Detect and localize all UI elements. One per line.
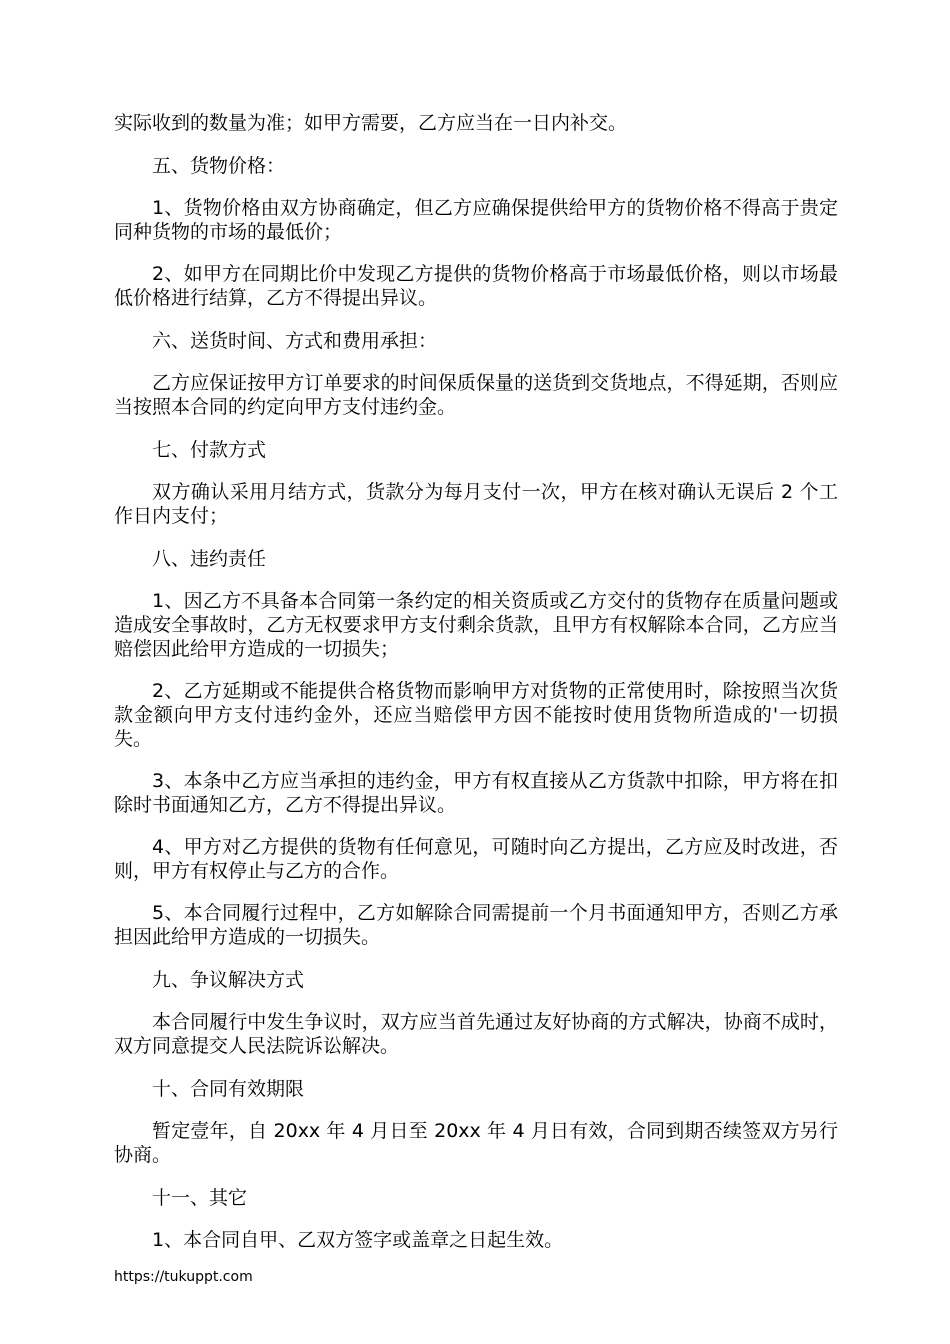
paragraph-other-1: 1、本合同自甲、乙双方签字或盖章之日起生效。 — [152, 1229, 564, 1251]
paragraph-liability-5: 5、本合同履行过程中，乙方如解除合同需提前一个月书面通知甲方，否则乙方承担因此给甲方造成的一切损失。 — [114, 902, 838, 948]
paragraph-continuation: 实际收到的数量为准；如甲方需要，乙方应当在一日内补交。 — [114, 112, 628, 134]
paragraph-payment: 双方确认采用月结方式，货款分为每月支付一次，甲方在核对确认无误后 2 个工作日内支付； — [114, 481, 838, 527]
paragraph-liability-4: 4、甲方对乙方提供的货物有任何意见，可随时向乙方提出，乙方应及时改进，否则，甲方有权停止与乙方的合作。 — [114, 836, 838, 882]
paragraph-liability-3: 3、本条中乙方应当承担的违约金，甲方有权直接从乙方货款中扣除，甲方将在扣除时书面通知乙方，乙方不得提出异议。 — [114, 770, 838, 816]
section-heading-term: 十、合同有效期限 — [152, 1078, 305, 1100]
section-heading-payment: 七、付款方式 — [152, 439, 267, 461]
footer-url: https://tukuppt.com — [114, 1269, 253, 1285]
paragraph-delivery: 乙方应保证按甲方订单要求的时间保质保量的送货到交货地点，不得延期，否则应当按照本合同的约定向甲方支付违约金。 — [114, 372, 838, 418]
section-heading-price: 五、货物价格： — [152, 155, 286, 177]
section-heading-delivery: 六、送货时间、方式和费用承担： — [152, 330, 438, 352]
section-heading-dispute: 九、争议解决方式 — [152, 969, 305, 991]
section-heading-other: 十一、其它 — [152, 1187, 248, 1209]
paragraph-price-2: 2、如甲方在同期比价中发现乙方提供的货物价格高于市场最低价格，则以市场最低价格进行结算，乙方不得提出异议。 — [114, 263, 838, 309]
paragraph-dispute: 本合同履行中发生争议时，双方应当首先通过友好协商的方式解决，协商不成时，双方同意提交人民法院诉讼解决。 — [114, 1011, 838, 1057]
section-heading-liability: 八、违约责任 — [152, 548, 267, 570]
document-body — [114, 111, 838, 1252]
paragraph-liability-2: 2、乙方延期或不能提供合格货物而影响甲方对货物的正常使用时，除按照当次货款金额向甲方支付违约金外，还应当赔偿甲方因不能按时使用货物所造成的'一切损失。 — [114, 680, 838, 750]
paragraph-term: 暂定壹年，自 20xx 年 4 月日至 20xx 年 4 月日有效，合同到期否续签双方另行协商。 — [114, 1120, 838, 1166]
paragraph-price-1: 1、货物价格由双方协商确定，但乙方应确保提供给甲方的货物价格不得高于贵定同种货物的市场的最低价； — [114, 197, 838, 243]
paragraph-liability-1: 1、因乙方不具备本合同第一条约定的相关资质或乙方交付的货物存在质量问题或造成安全事故时，乙方无权要求甲方支付剩余货款，且甲方有权解除本合同，乙方应当赔偿因此给甲方造成的一切损失； — [114, 590, 838, 660]
